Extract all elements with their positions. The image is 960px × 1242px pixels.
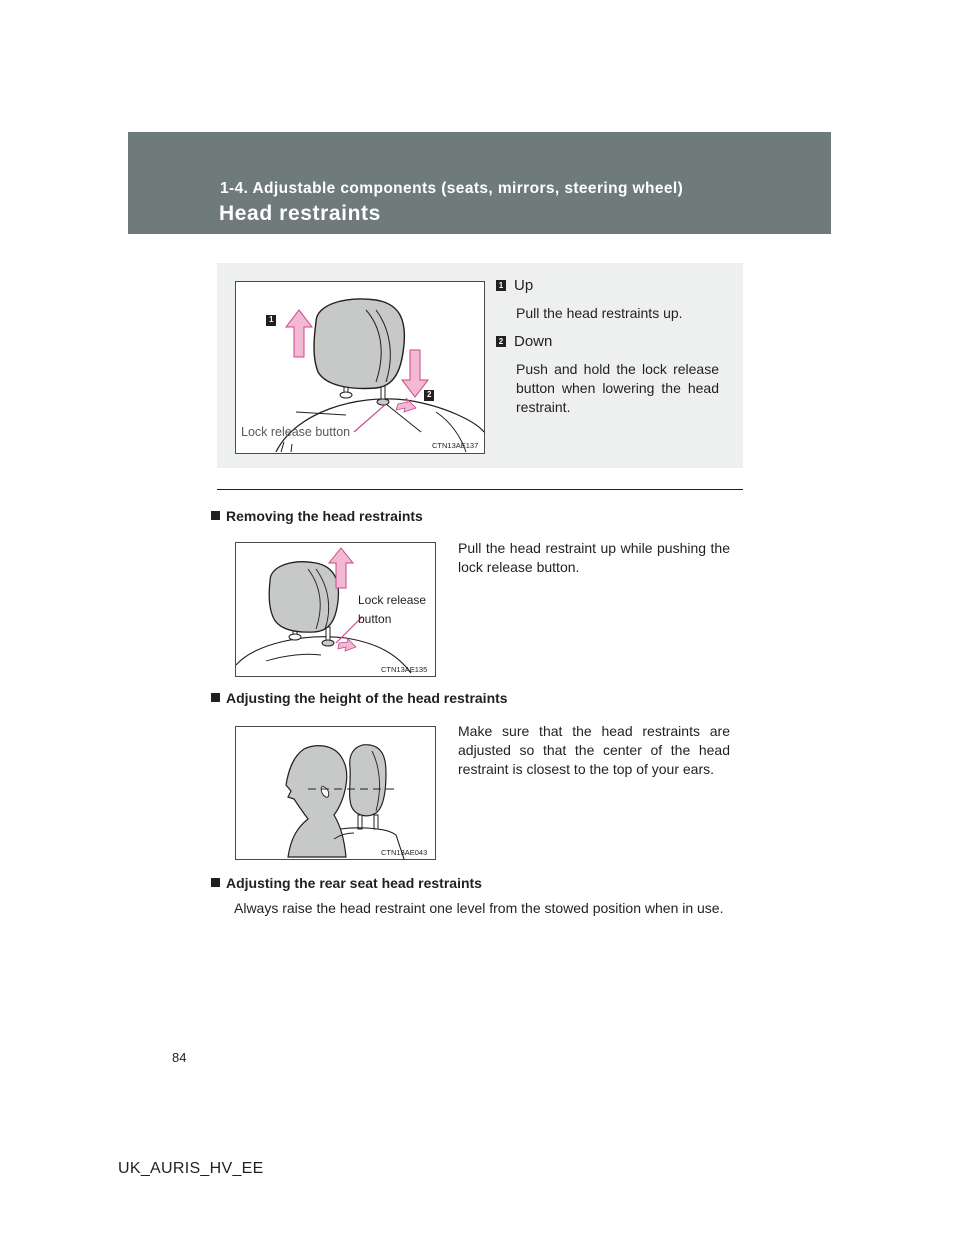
step-description: Pull the head restraints up. [516, 305, 683, 321]
figure-height-position [235, 726, 436, 860]
figure-code: CTN13AE135 [381, 665, 428, 674]
remove-illustration [236, 543, 435, 676]
bullet-square-icon [211, 511, 220, 520]
lock-release-callout-line2: button [358, 612, 392, 626]
figure-code: CTN13AE043 [381, 848, 428, 857]
step-number-badge: 1 [496, 280, 506, 291]
figure-head-restraint-adjust [235, 281, 485, 454]
step-title: Down [514, 333, 553, 350]
adjusting-height-text: Make sure that the head restraints are adjusted so that the center of the head restraint is closest to the top of your ears. [458, 723, 730, 777]
bullet-square-icon [211, 878, 220, 887]
step-down [496, 333, 726, 417]
bullet-square-icon [211, 693, 220, 702]
removing-text: Pull the head restraint up while pushing the lock release button. [458, 540, 730, 575]
page-title: Head restraints [219, 202, 381, 225]
lock-release-callout-line1: Lock release [358, 593, 427, 607]
section-title: 1-4. Adjustable components (seats, mirrors, steering wheel) [220, 180, 684, 197]
section-divider [217, 489, 743, 490]
rear-seat-text: Always raise the head restraint one level from the stowed position when in use. [234, 900, 724, 916]
figure-remove-head-restraint [235, 542, 436, 677]
step-number-badge: 2 [496, 336, 506, 347]
figure-code: CTN13AE137 [432, 441, 479, 450]
height-illustration [236, 727, 435, 859]
subheading-adjusting-height: Adjusting the height of the head restraints [211, 690, 508, 706]
figure-marker-1: 1 [269, 315, 274, 324]
step-up [496, 277, 726, 323]
step-title: Up [514, 277, 534, 294]
figure-marker-2: 2 [427, 390, 432, 399]
step-description: Push and hold the lock release button when lowering the head restraint. [516, 361, 719, 415]
page-number: 84 [172, 1050, 187, 1065]
lock-release-callout: Lock release button [241, 425, 351, 439]
subheading-rear-seat: Adjusting the rear seat head restraints [211, 875, 482, 891]
subheading-removing: Removing the head restraints [211, 508, 423, 524]
chapter-header [128, 132, 831, 234]
document-footer: UK_AURIS_HV_EE [118, 1160, 264, 1177]
